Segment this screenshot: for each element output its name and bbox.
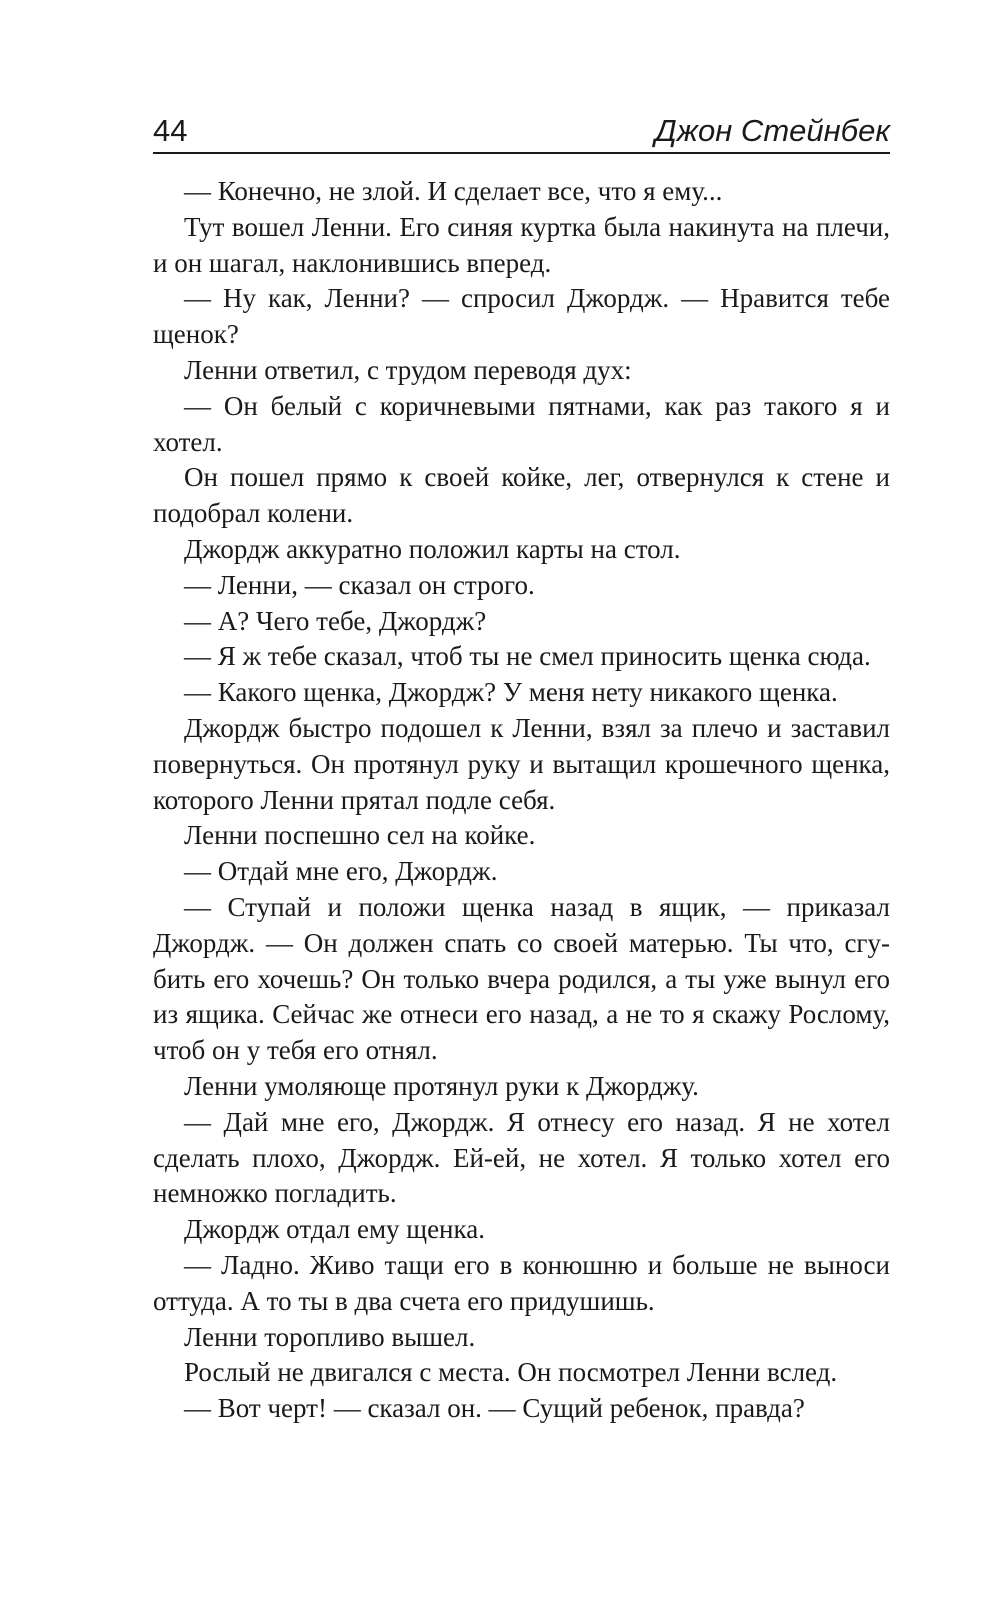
paragraph: — Конечно, не злой. И сделает все, что я ему... — [184, 176, 723, 206]
paragraph: — Ступай и положи щенка назад в ящик, — приказал Джордж. — Он должен спать со своей матерью. Ты что, сгубить его хочешь? Он только вчера родился, а ты уже вынул его из ящика. Сейчас же отнеси его назад, а не то я скажу Рослому, чтоб он у тебя его отнял. — [153, 891, 890, 1066]
paragraph: — Ну как, Ленни? — спросил Джордж. — Нравится тебе щенок? — [153, 283, 890, 350]
paragraph: Джордж быстро подошел к Ленни, взял за плечо и заставил повернуться. Он протянул руку и вытащил крошечного щенка, которого Ленни прятал подле себя. — [153, 712, 890, 815]
paragraph: — Он белый с коричневыми пятнами, как раз такого я и хотел. — [153, 390, 890, 457]
paragraph: Ленни торопливо вышел. — [184, 1321, 476, 1352]
paragraph: Тут вошел Ленни. Его синяя куртка была накинута на плечи, и он шагал, наклонившись вперед. — [153, 211, 890, 278]
page-number: 44 — [153, 113, 188, 148]
paragraph: — Дай мне его, Джордж. Я отнесу его назад. Я не хотел сделать плохо, Джордж. Ей-ей, не хотел. Я только хотел его немножко погладить. — [153, 1106, 890, 1209]
paragraph: — Ладно. Живо тащи его в конюшню и больше не выноси оттуда. А то ты в два счета его придушишь. — [153, 1249, 890, 1316]
paragraph: — Я ж тебе сказал, чтоб ты не смел приносить щенка сюда. — [184, 641, 871, 672]
running-head-author: Джон Стейнбек — [654, 113, 890, 148]
paragraph: — Какого щенка, Джордж? У меня нету никакого щенка. — [184, 677, 838, 708]
paragraph: — Вот черт! — сказал он. — Сущий ребенок, правда? — [184, 1393, 805, 1424]
paragraph: Джордж отдал ему щенка. — [184, 1214, 485, 1245]
paragraph: — Отдай мне его, Джордж. — [184, 856, 498, 887]
paragraph: Рослый не двигался с места. Он посмотрел Ленни вслед. — [184, 1357, 838, 1388]
page-header — [153, 100, 890, 154]
paragraph: Джордж аккуратно положил карты на стол. — [184, 533, 681, 564]
paragraph: Ленни умоляюще протянул руки к Джорджу. — [184, 1070, 699, 1101]
paragraph: — Ленни, — сказал он строго. — [184, 569, 535, 600]
paragraph: — А? Чего тебе, Джордж? — [184, 605, 487, 636]
text-body — [153, 174, 890, 1427]
paragraph: Ленни поспешно сел на койке. — [184, 820, 536, 851]
paragraph: Он пошел прямо к своей койке, лег, отвернулся к стене и подобрал колени. — [153, 462, 890, 529]
paragraph: Ленни ответил, с трудом переводя дух: — [184, 354, 632, 385]
